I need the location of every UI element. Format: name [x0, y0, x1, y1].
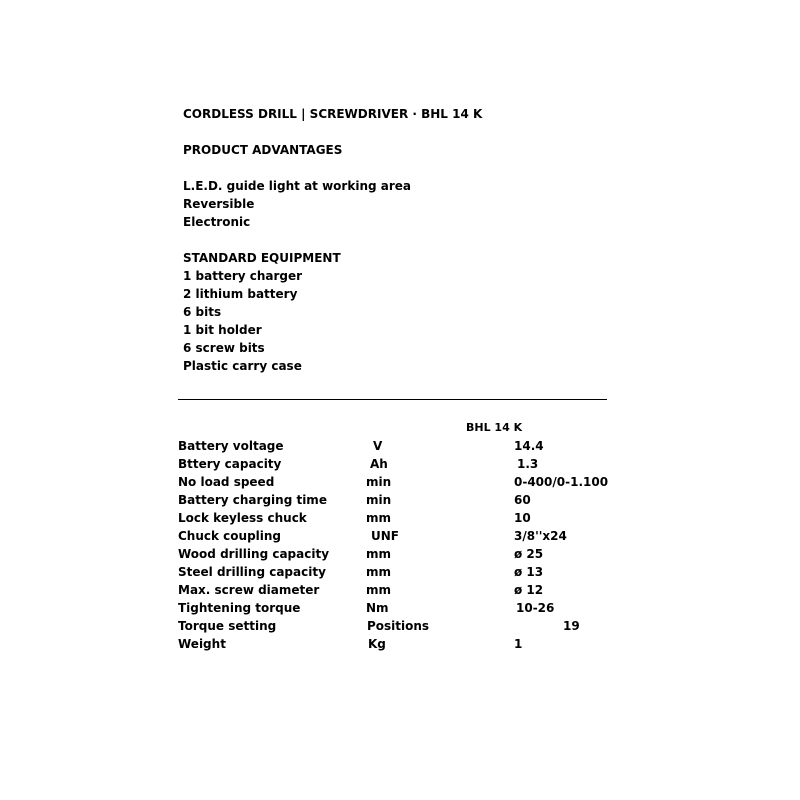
- spec-label: Chuck coupling: [178, 529, 282, 543]
- spec-label: Battery charging time: [178, 493, 327, 507]
- spec-unit: V: [373, 439, 383, 453]
- spec-model-header: BHL 14 K: [466, 421, 523, 434]
- spec-value: 0-400/0-1.100: [514, 475, 609, 489]
- equipment-item: 6 bits: [183, 305, 222, 319]
- spec-row: [178, 509, 618, 527]
- spec-label: Torque setting: [178, 619, 277, 633]
- spec-value: ø 25: [514, 547, 544, 561]
- advantage-item: Reversible: [183, 197, 255, 211]
- equipment-item: 6 screw bits: [183, 341, 265, 355]
- advantages-heading: PRODUCT ADVANTAGES: [183, 143, 343, 157]
- spec-value: 1: [514, 637, 523, 651]
- spec-unit: UNF: [371, 529, 399, 543]
- spec-row: [178, 491, 618, 509]
- spec-row: [178, 599, 618, 617]
- spec-unit: mm: [366, 583, 392, 597]
- spec-value: 14.4: [514, 439, 544, 453]
- spec-unit: min: [366, 475, 392, 489]
- spec-label: No load speed: [178, 475, 275, 489]
- spec-row: [178, 581, 618, 599]
- spec-label: Battery voltage: [178, 439, 284, 453]
- equipment-item: 2 lithium battery: [183, 287, 298, 301]
- spec-row: [178, 545, 618, 563]
- advantage-item: Electronic: [183, 215, 251, 229]
- spec-unit: mm: [366, 547, 392, 561]
- spec-unit: mm: [366, 565, 392, 579]
- spec-row: [178, 563, 618, 581]
- spec-unit: Kg: [368, 637, 386, 651]
- spec-label: Tightening torque: [178, 601, 301, 615]
- spec-value: ø 13: [514, 565, 544, 579]
- spec-row: [178, 617, 618, 635]
- product-sheet: [183, 105, 623, 375]
- spec-unit: Nm: [366, 601, 389, 615]
- spec-unit: min: [366, 493, 392, 507]
- spec-label: Lock keyless chuck: [178, 511, 307, 525]
- spec-value: 3/8''x24: [514, 529, 567, 543]
- spec-label: Steel drilling capacity: [178, 565, 326, 579]
- spec-table: [178, 437, 618, 653]
- spec-unit: Ah: [370, 457, 388, 471]
- equipment-item: 1 bit holder: [183, 323, 262, 337]
- spec-value: 10-26: [516, 601, 555, 615]
- divider-line: [178, 399, 607, 400]
- spec-row: [178, 437, 618, 455]
- advantage-item: L.E.D. guide light at working area: [183, 179, 411, 193]
- spec-row: [178, 473, 618, 491]
- spec-row: [178, 635, 618, 653]
- document-title: CORDLESS DRILL | SCREWDRIVER · BHL 14 K: [183, 107, 483, 121]
- spec-unit: Positions: [367, 619, 430, 633]
- spec-row: [178, 455, 618, 473]
- spec-unit: mm: [366, 511, 392, 525]
- equipment-item: Plastic carry case: [183, 359, 302, 373]
- equipment-heading: STANDARD EQUIPMENT: [183, 251, 341, 265]
- spec-label: Weight: [178, 637, 226, 651]
- spec-label: Bttery capacity: [178, 457, 282, 471]
- spec-row: [178, 527, 618, 545]
- spec-value: 10: [514, 511, 531, 525]
- equipment-item: 1 battery charger: [183, 269, 303, 283]
- spec-label: Wood drilling capacity: [178, 547, 330, 561]
- spec-value: 1.3: [517, 457, 539, 471]
- spec-value: ø 12: [514, 583, 544, 597]
- spec-value: 60: [514, 493, 531, 507]
- spec-value: 19: [563, 619, 580, 633]
- spec-label: Max. screw diameter: [178, 583, 320, 597]
